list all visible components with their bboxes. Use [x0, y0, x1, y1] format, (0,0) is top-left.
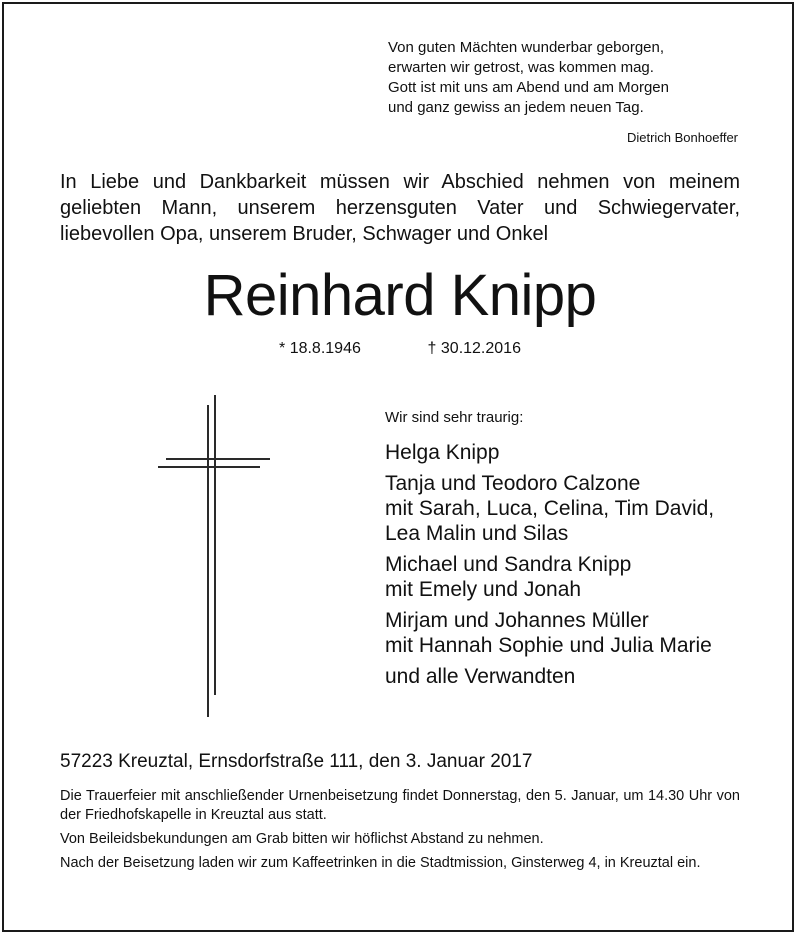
mourner-line: mit Hannah Sophie und Julia Marie	[385, 634, 712, 657]
poem	[388, 38, 669, 118]
poem-line: und ganz gewiss an jedem neuen Tag.	[388, 99, 644, 116]
notice-paragraph: Von Beileidsbekundungen am Grab bitten wir höflichst Abstand zu nehmen.	[60, 831, 544, 847]
notice-paragraph: Nach der Beisetzung laden wir zum Kaffeetrinken in die Stadtmission, Ginsterweg 4, in Kreuztal ein.	[60, 855, 701, 871]
mourners-heading: Wir sind sehr traurig:	[385, 409, 524, 426]
mourner-group	[385, 471, 714, 546]
mourners-list	[385, 408, 714, 695]
poem-line: erwarten wir getrost, was kommen mag.	[388, 59, 654, 76]
mourner-line: mit Emely und Jonah	[385, 578, 582, 601]
mourner-line: Michael und Sandra Knipp	[385, 553, 632, 576]
poem-author: Dietrich Bonhoeffer	[626, 130, 738, 145]
deceased-name: Reinhard Knipp	[203, 263, 597, 328]
mourner-line: Mirjam und Johannes Müller	[385, 609, 649, 632]
notice-paragraph: Die Trauerfeier mit anschließender Urnenbeisetzung findet Donnerstag, den 5. Januar, um 14.30 Uhr von der Friedhofskapelle in Kreuztal aus statt.	[60, 788, 740, 823]
mourner-group	[385, 440, 714, 465]
mourner-line: Helga Knipp	[385, 441, 500, 464]
farewell-intro: In Liebe und Dankbarkeit müssen wir Abschied nehmen von meinem geliebten Mann, unserem herzensguten Vater und Schwiegervater, liebevollen Opa, unserem Bruder, Schwager und Onkel	[60, 171, 740, 245]
mourner-group	[385, 664, 714, 689]
mourner-line: und alle Verwandten	[385, 665, 576, 688]
cross-icon	[158, 395, 270, 719]
poem-line: Von guten Mächten wunderbar geborgen,	[388, 39, 665, 56]
place-and-date: 57223 Kreuztal, Ernsdorfstraße 111, den 3. Januar 2017	[60, 751, 533, 772]
mourner-group	[385, 552, 714, 602]
mourner-group	[385, 608, 714, 658]
life-dates: * 18.8.1946 † 30.12.2016	[279, 340, 521, 357]
mourner-line: mit Sarah, Luca, Celina, Tim David,	[385, 497, 715, 520]
mourner-line: Lea Malin und Silas	[385, 522, 569, 545]
mourner-line: Tanja und Teodoro Calzone	[385, 472, 641, 495]
poem-line: Gott ist mit uns am Abend und am Morgen	[388, 79, 669, 96]
funeral-notices	[60, 787, 740, 878]
